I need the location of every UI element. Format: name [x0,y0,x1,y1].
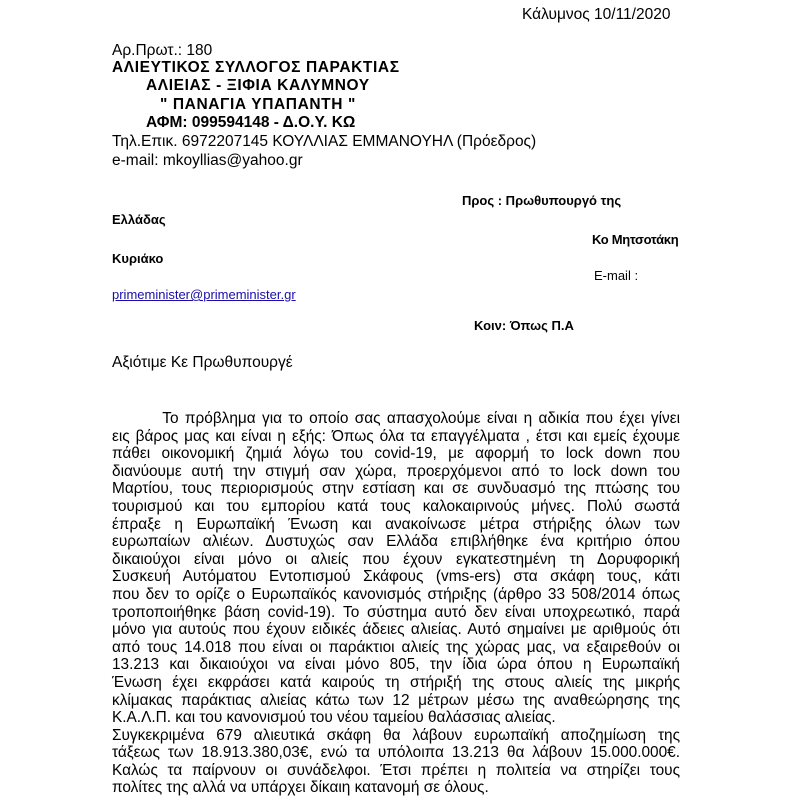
recipient-first-name: Κυριάκο [112,251,164,266]
body-line: 13.213 και δικαιούχοι να είναι μόνο 805, την ίδια ώρα όπου η Ευρωπαϊκή [112,656,680,674]
body-line: τροποποιήθηκε βάση covid-19). Το σύστημα αυτό δεν είναι υποχρεωτικό, παρά [112,603,680,621]
body-line: Καλώς τα παίρνουν οι συνάδελφοι. Έτσι πρέπει η πολιτεία να στηρίζει τους [112,761,680,779]
body-line: δικαιούχοι είναι μόνο οι αλιείς που έχουν εγκατεστημένη τη Δορυφορική [112,550,680,568]
org-name-line2: ΑΛΙΕΙΑΣ - ΞΙΦΙΑ ΚΑΛΥΜΝΟΥ [146,77,370,94]
recipient-country: Ελλάδας [112,212,166,227]
body-line: Συγκεκριμένα 679 αλιευτικά σκάφη θα λάβουν ευρωπαϊκή αποζημίωση της [112,726,680,744]
place-date: Κάλυμνος 10/11/2020 [522,6,671,23]
recipient-email-link[interactable]: primeminister@primeminister.gr [112,287,296,302]
body-line: Κ.Α.Λ.Π. και του κανονισμού του νέου ταμείου θαλάσσιας αλιείας. [112,709,556,727]
body-line: Ένωση έχει εκφράσει κατά καιρούς τη στήριξή της στους αλιείς της μικρής [112,673,680,691]
letter-body [112,410,680,797]
body-line: ευρωπαίων αλιέων. Δυστυχώς σαν Ελλάδα επιβλήθηκε ένα κριτήριο όπου [112,533,680,551]
cc-line: Κοιν: Όπως Π.Α [474,318,574,333]
body-line: τουρισμού και του εμπορίου κατά τους καλοκαιρινούς μήνες. Πολύ σωστά [112,497,680,515]
body-line: Μαρτίου, τους περιορισμούς στην εστίαση και σε συνδυασμό της πτώσης του [112,480,680,498]
recipient-to: Προς : Πρωθυπουργό της [462,193,622,208]
body-line: πολίτες της αλλά να υπάρχει δίκαιη κατανομή σε όλους. [112,779,489,797]
body-line: Το πρόβλημα για το οποίο σας απασχολούμε είναι η αδικία που έχει γίνει [112,410,680,427]
contact-email: e-mail: mkoyllias@yahoo.gr [112,152,303,169]
body-line: που δεν το ορίζε ο Ευρωπαϊκός κανονισμός στήριξης (άρθρο 33 508/2014 όπως [112,585,680,603]
contact-phone: Τηλ.Επικ. 6972207145 ΚΟΥΛΛΙΑΣ ΕΜΜΑΝΟΥΗΛ (Πρόεδρος) [112,133,537,150]
body-line: πάθει οικονομική ζημιά λόγω του covid-19, με αφορμή το lock down που [112,445,680,463]
body-line: εις βάρος μας και είναι η εξής: Όπως όλα τα επαγγέλματα , έτσι και εμείς έχουμε [112,427,680,445]
body-line: μόνο για αυτούς που έχουν ειδικές άδειες αλιείας. Αυτό σημαίνει με αριθμούς ότι [112,621,680,639]
org-tax-id: ΑΦΜ: 099594148 - Δ.Ο.Υ. ΚΩ [146,114,356,131]
body-line: από τους 14.018 που είναι οι παράκτιοι αλιείς της χώρας μας, να εξαιρεθούν οι [112,638,680,656]
body-line: Συσκευή Αυτόματου Εντοπισμού Σκάφους (vms-ers) στα σκάφη τους, κάτι [112,568,680,586]
org-name-line3: " ΠΑΝΑΓΙΑ ΥΠΑΠΑΝΤΗ " [160,96,356,113]
body-line: έπραξε η Ευρωπαϊκή Ένωση και ανακοίνωσε μέτρα στήριξης όλων των [112,515,680,533]
protocol-number: Αρ.Πρωτ.: 180 [112,42,213,59]
recipient-name: Κο Μητσοτάκη [592,232,679,247]
body-line: κλίμακας παράκτιας αλιείας κάτω των 12 μέτρων μέσω της αναθεώρησης της [112,691,680,709]
salutation: Αξιότιμε Κε Πρωθυπουργέ [112,354,293,371]
body-line: διανύουμε αυτή την στιγμή σαν χώρα, προερχόμενοι από το lock down του [112,462,680,480]
recipient-email-label: E-mail : [594,268,639,283]
body-line: τάξεως των 18.913.380,03€, ενώ τα υπόλοιπα 13.213 θα λάβουν 15.000.000€. [112,744,680,762]
org-name-line1: ΑΛΙΕΥΤΙΚΟΣ ΣΥΛΛΟΓΟΣ ΠΑΡΑΚΤΙΑΣ [112,59,400,76]
